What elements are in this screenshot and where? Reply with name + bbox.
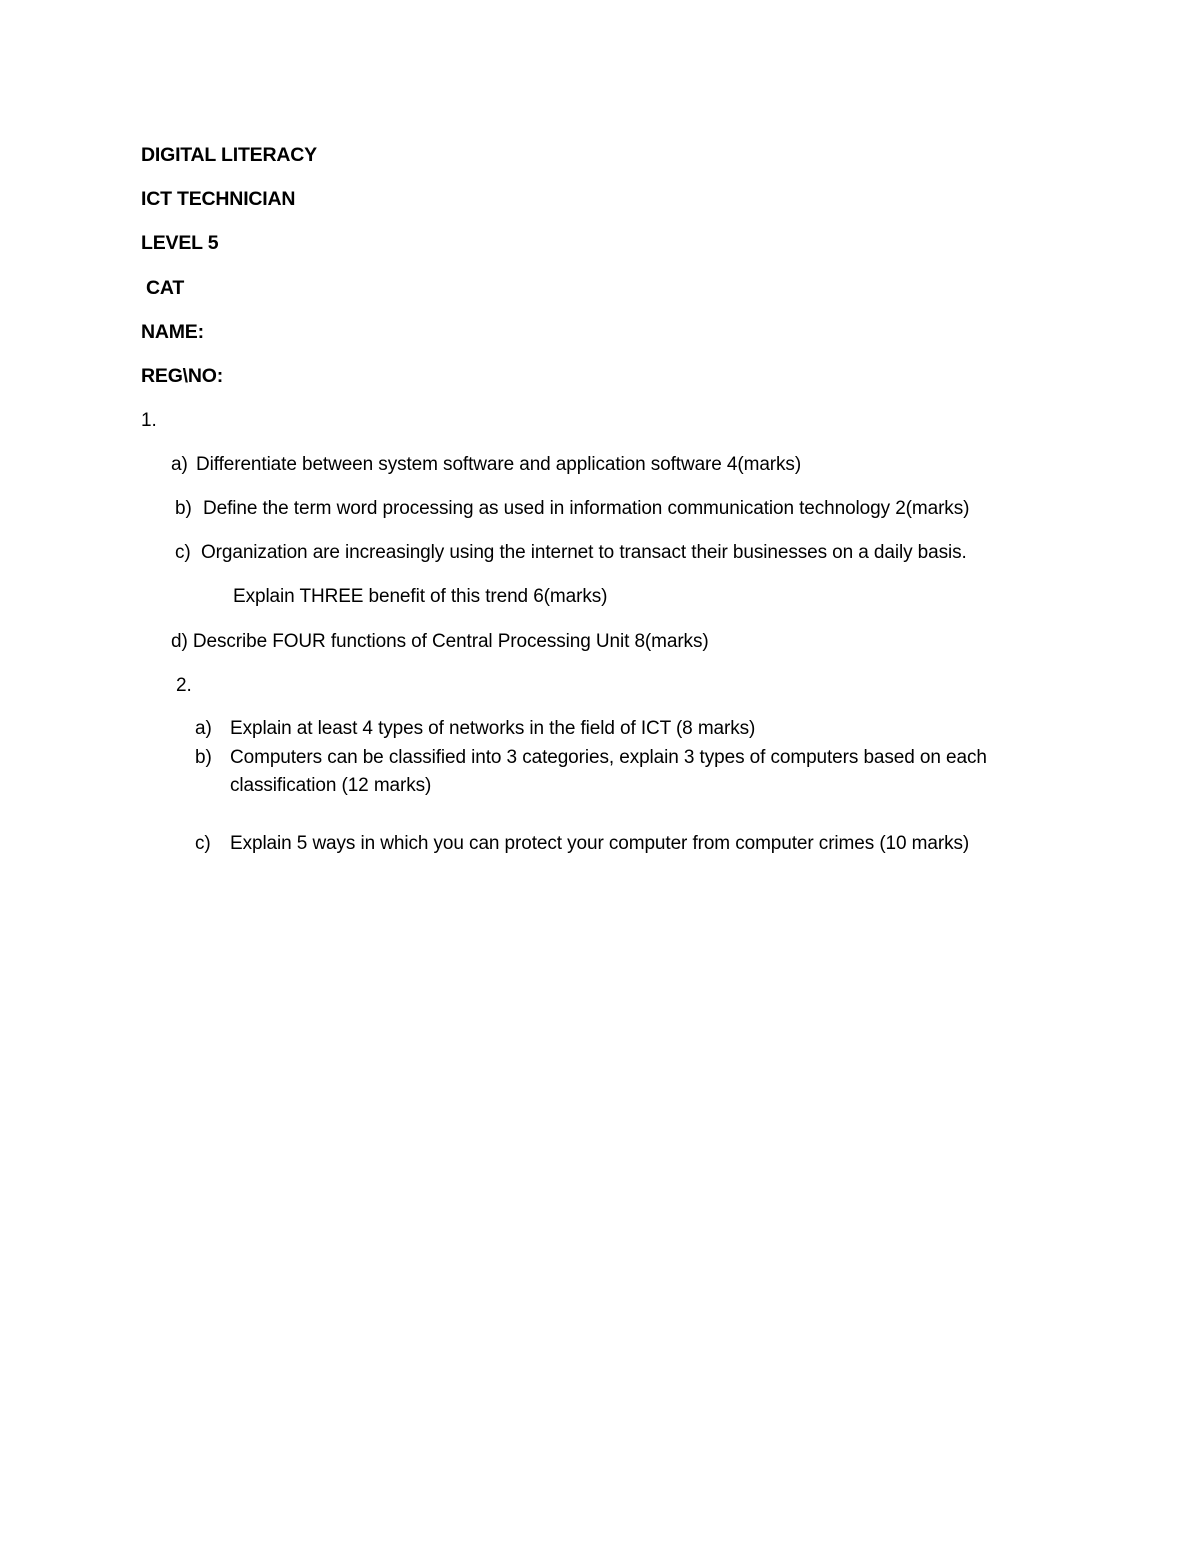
course-title: ICT TECHNICIAN (141, 188, 296, 210)
question-1d-text: d) Describe FOUR functions of Central Processing Unit 8(marks) (171, 631, 709, 652)
question-2a-text: Explain at least 4 types of networks in the field of ICT (8 marks) (230, 718, 756, 739)
name-label: NAME: (141, 321, 204, 343)
level-label: LEVEL 5 (141, 232, 219, 254)
question-2-number: 2. (176, 675, 192, 696)
question-2b-text-line-1: Computers can be classified into 3 categories, explain 3 types of computers based on each (230, 747, 987, 768)
question-1a-text: Differentiate between system software and application software 4(marks) (196, 454, 802, 475)
question-1c-marker: c) (175, 542, 191, 563)
question-2c-marker: c) (195, 833, 211, 854)
question-1c-text: Organization are increasingly using the internet to transact their businesses on a daily basis. (201, 542, 967, 563)
reg-number-label: REG\NO: (141, 365, 224, 387)
subject-title: DIGITAL LITERACY (141, 144, 317, 166)
question-1b-text: Define the term word processing as used in information communication technology 2(marks) (203, 498, 970, 519)
exam-type-label: CAT (146, 277, 185, 299)
question-1-number: 1. (141, 410, 157, 431)
question-2b-marker: b) (195, 747, 212, 768)
question-2b-text-line-2: classification (12 marks) (230, 775, 432, 796)
question-1b-marker: b) (175, 498, 192, 519)
question-1c-continuation: Explain THREE benefit of this trend 6(marks) (233, 586, 608, 607)
question-2c-text: Explain 5 ways in which you can protect your computer from computer crimes (10 marks) (230, 833, 970, 854)
question-2a-marker: a) (195, 718, 212, 739)
question-1a-marker: a) (171, 454, 188, 475)
